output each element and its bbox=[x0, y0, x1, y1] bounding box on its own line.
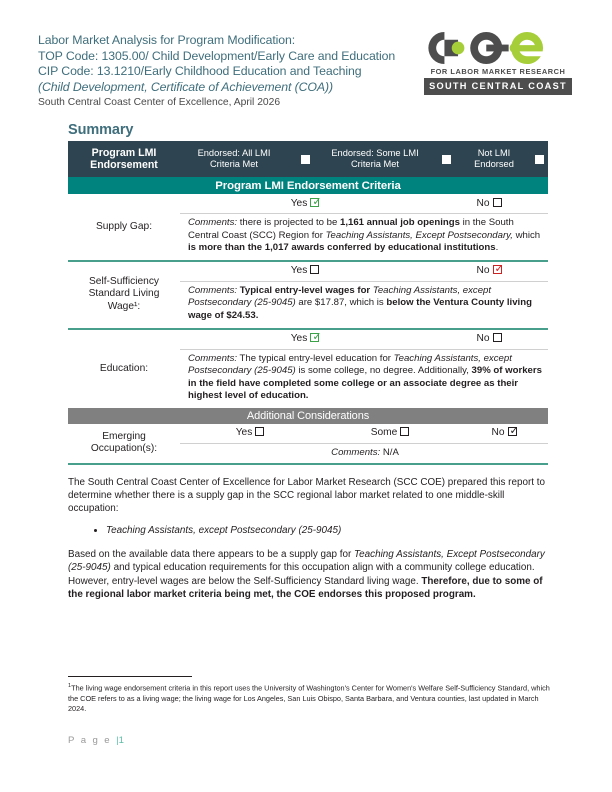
body-paragraph-2: Based on the available data there appears to be a supply gap for Teaching Assistants, Except Postsecondary (25-9045) and typical education requirements for this occupation align with a community college education. However, entry-level wages are below the Self-Sufficiency Standard living wage. Therefore, due to some of the regional labor market criteria being met, the COE endorses this proposed program. bbox=[68, 549, 545, 600]
checkbox-checked-icon[interactable]: ✓ bbox=[312, 330, 322, 344]
emerging-some-cell[interactable] bbox=[320, 424, 460, 444]
criterion-label-supply-gap: Supply Gap: bbox=[95, 220, 153, 232]
header-line-2: TOP Code: 1305.00/ Child Development/Early Care and Education bbox=[38, 48, 396, 63]
footnote-body: The living wage endorsement criteria in this report uses the University of Washington's Center for Women's Welfare Self-Sufficiency Standard, which the COE refers to as a living wage; the living wage for Los Angeles, San Luis Obispo, Santa Barbara, and Ventura counties, last updated in March 2024. bbox=[68, 683, 550, 714]
checkbox-x-checked-icon[interactable]: ✕ bbox=[443, 153, 452, 164]
living-wage-comment bbox=[180, 281, 548, 328]
living-wage-yes-label: Yes bbox=[290, 265, 308, 277]
criterion-row-supply-gap-choices bbox=[68, 194, 548, 214]
supply-gap-comment bbox=[180, 214, 548, 261]
checkbox-unchecked-icon[interactable] bbox=[400, 427, 409, 436]
education-yes-label: Yes bbox=[290, 333, 308, 345]
checkbox-checked-icon[interactable]: ✓ bbox=[494, 262, 504, 276]
education-no-label: No bbox=[476, 333, 490, 345]
comment-label: Comments: bbox=[188, 284, 238, 296]
checkbox-unchecked-icon[interactable] bbox=[255, 427, 264, 436]
footnote-text bbox=[68, 681, 550, 715]
page-number-value: 1 bbox=[118, 735, 124, 746]
emerging-no-cell[interactable] bbox=[460, 424, 548, 444]
supply-gap-yes-label: Yes bbox=[290, 197, 308, 209]
report-body bbox=[68, 476, 548, 601]
endorsement-option-not-checkbox[interactable] bbox=[528, 141, 548, 177]
endorsement-option-some-label: Endorsed: Some LMI Criteria Met bbox=[320, 141, 430, 177]
education-comment bbox=[180, 349, 548, 408]
emerging-occupation-choices-row bbox=[68, 424, 548, 444]
comment-label: Comments: bbox=[331, 446, 381, 458]
logo-region-band: SOUTH CENTRAL COAST bbox=[424, 78, 572, 95]
endorsement-option-not-label: Not LMI Endorsed bbox=[460, 141, 528, 177]
supply-gap-no-cell[interactable] bbox=[430, 194, 548, 214]
education-no-cell[interactable] bbox=[430, 329, 548, 350]
emerging-occupation-comment bbox=[180, 443, 548, 463]
header-line-4: (Child Development, Certificate of Achievement (COA)) bbox=[38, 79, 333, 94]
criteria-banner-row bbox=[68, 177, 548, 194]
checkbox-unchecked-icon[interactable] bbox=[535, 155, 544, 164]
endorsement-label: Program LMI Endorsement bbox=[68, 141, 180, 177]
checkbox-checked-icon[interactable]: ✓ bbox=[509, 424, 519, 438]
living-wage-yes-cell[interactable] bbox=[180, 261, 430, 282]
comment-value: N/A bbox=[382, 446, 399, 458]
footnote-block bbox=[68, 676, 550, 715]
supply-gap-yes-cell[interactable] bbox=[180, 194, 430, 214]
endorsement-option-some-checkbox[interactable] bbox=[430, 141, 460, 177]
endorsement-option-all-label: Endorsed: All LMI Criteria Met bbox=[180, 141, 288, 177]
footnote-marker: 1 bbox=[68, 683, 72, 689]
comment-text: Typical entry-level wages for Teaching Assistants, except Postsecondary (25-9045) are $17.87, which is below the Ventura County living wage of $24.53. bbox=[188, 284, 532, 321]
body-paragraph-1: The South Central Coast Center of Excellence for Labor Market Research (SCC COE) prepared this report to determine whether there is a supply gap in the SCC regional labor market related to one middle-skill occupation: bbox=[68, 476, 545, 514]
emerging-no-label: No bbox=[491, 427, 505, 439]
page-label: P a g e bbox=[68, 735, 112, 746]
list-item: • Teaching Assistants, except Postsecondary (25-9045) bbox=[106, 524, 548, 537]
supply-gap-no-label: No bbox=[476, 197, 490, 209]
checkbox-unchecked-icon[interactable] bbox=[493, 333, 502, 342]
header-line-1: Labor Market Analysis for Program Modification: bbox=[38, 33, 296, 47]
endorsement-option-all-checkbox[interactable] bbox=[288, 141, 320, 177]
checkbox-unchecked-icon[interactable] bbox=[493, 198, 502, 207]
emerging-yes-label: Yes bbox=[235, 427, 253, 439]
criterion-label-living-wage: Self-Sufficiency Standard Living Wage¹: bbox=[88, 275, 160, 312]
occupation-list bbox=[68, 524, 548, 537]
criterion-label-education: Education: bbox=[99, 362, 149, 374]
living-wage-no-label: No bbox=[476, 265, 490, 277]
criteria-banner-text: Program LMI Endorsement Criteria bbox=[68, 177, 548, 194]
comment-label: Comments: bbox=[188, 352, 238, 364]
comment-label: Comments: bbox=[188, 217, 238, 228]
checkbox-checked-icon[interactable]: ✓ bbox=[312, 194, 322, 208]
comment-text: The typical entry-level education for Teaching Assistants, except Postsecondary (25-9045) is some college, no degree. Additionally, 39% of workers in the field have completed some college or an associate degree as their highest level of education. bbox=[188, 352, 542, 402]
coe-logo bbox=[424, 30, 572, 95]
header-subtitle: South Central Coast Center of Excellence, April 2026 bbox=[38, 97, 281, 109]
page-number-footer bbox=[68, 735, 124, 746]
logo-tagline: FOR LABOR MARKET RESEARCH bbox=[430, 67, 566, 76]
criterion-row-education-choices bbox=[68, 329, 548, 350]
endorsement-row bbox=[68, 141, 548, 177]
checkbox-unchecked-icon[interactable] bbox=[301, 155, 310, 164]
summary-heading: Summary bbox=[68, 122, 134, 138]
criterion-row-living-wage-choices bbox=[68, 261, 548, 282]
additional-considerations-banner-row bbox=[68, 408, 548, 424]
document-header bbox=[38, 30, 572, 118]
coe-logo-icon bbox=[424, 30, 570, 66]
page-separator: | bbox=[116, 735, 119, 746]
living-wage-no-cell[interactable] bbox=[430, 261, 548, 282]
additional-considerations-banner-text: Additional Considerations bbox=[68, 408, 548, 424]
checkbox-unchecked-icon[interactable] bbox=[310, 265, 319, 274]
emerging-some-label: Some bbox=[370, 427, 398, 439]
comment-text: there is projected to be 1,161 annual job openings in the South Central Coast (SCC) Region for Teaching Assistants, Except Postsecondary, which is more than the 1,017 awards conferred by educational institutions. bbox=[188, 217, 541, 254]
header-line-3: CIP Code: 13.1210/Early Childhood Education and Teaching bbox=[38, 64, 362, 79]
header-title-block bbox=[38, 33, 458, 110]
summary-table bbox=[68, 141, 548, 465]
emerging-yes-cell[interactable] bbox=[180, 424, 320, 444]
footnote-divider bbox=[68, 676, 192, 677]
education-yes-cell[interactable] bbox=[180, 329, 430, 350]
emerging-occupation-label: Emerging Occupation(s): bbox=[90, 430, 158, 455]
